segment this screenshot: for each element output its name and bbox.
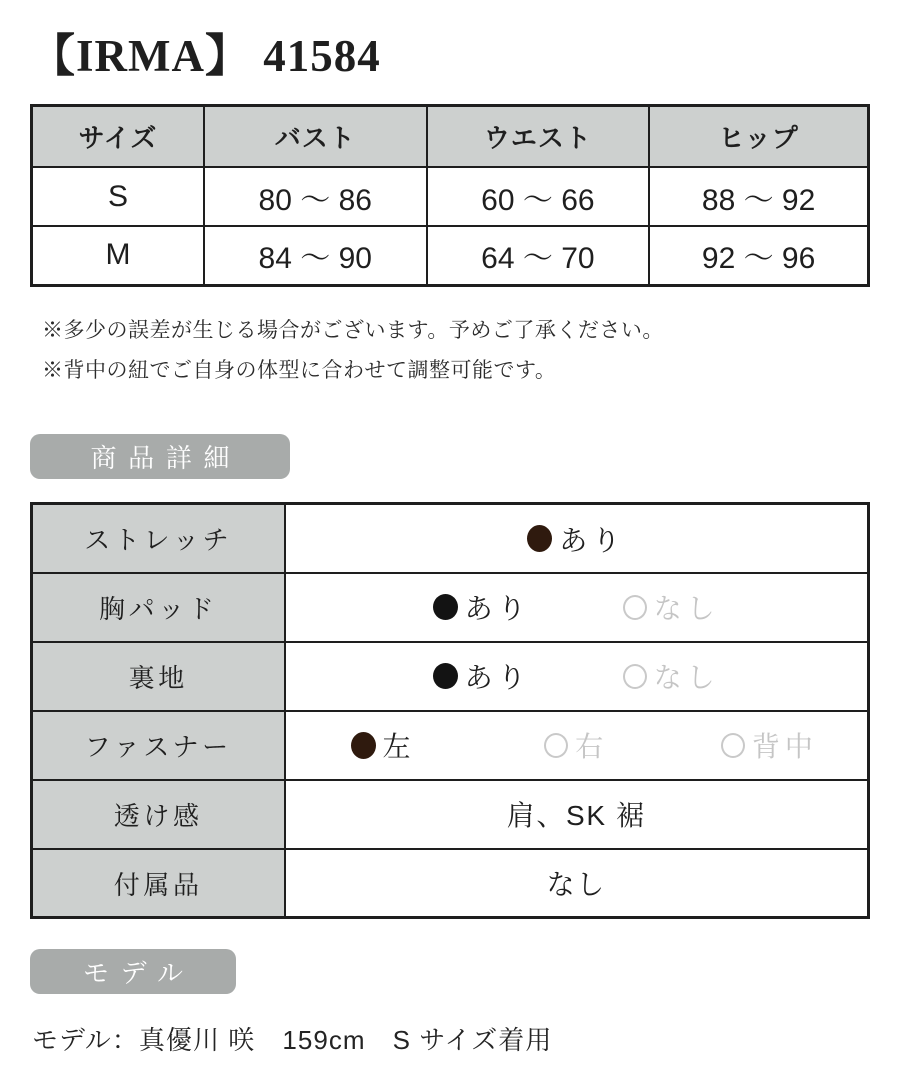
radio-selected-icon: [433, 663, 458, 689]
size-table-header-row: [32, 105, 869, 167]
model-info-line: モデル：真優川 咲 159cm S サイズ着用: [32, 1025, 553, 1056]
detail-value-text: 肩、SK 裾: [506, 800, 646, 832]
option-unselected: [623, 656, 720, 696]
bust-cell: 80 〜 86: [204, 167, 427, 226]
size-cell: M: [32, 226, 204, 285]
option-label: あり: [559, 524, 626, 556]
section-badge-model: モデル: [30, 949, 236, 994]
size-table-header-bust: バスト: [204, 105, 427, 167]
option-unselected: [544, 725, 608, 765]
size-cell: S: [32, 167, 204, 226]
detail-label: ファスナー: [32, 711, 285, 780]
detail-row-fastener: [32, 711, 869, 780]
detail-label: 付属品: [32, 849, 285, 918]
radio-unselected-icon: [721, 733, 745, 758]
disclaimer-notes: [42, 311, 870, 393]
hip-cell: 88 〜 92: [649, 167, 868, 226]
option-selected: [433, 656, 531, 696]
option-selected: [527, 519, 625, 559]
hip-cell: 92 〜 96: [649, 226, 868, 285]
detail-label: 透け感: [32, 780, 285, 849]
option-label: 右: [575, 731, 609, 763]
size-table-header-waist: ウエスト: [427, 105, 650, 167]
detail-label: 裏地: [32, 642, 285, 711]
option-selected: [433, 587, 531, 627]
detail-row-bust-pad: [32, 573, 869, 642]
detail-row-lining: [32, 642, 869, 711]
option-label: 背中: [751, 731, 818, 763]
detail-row-sheerness: [32, 780, 869, 849]
size-table-header-size: サイズ: [32, 105, 204, 167]
radio-selected-icon: [351, 732, 376, 759]
option-label: なし: [653, 593, 720, 625]
radio-unselected-icon: [544, 733, 568, 758]
detail-value-text: なし: [546, 869, 606, 901]
option-label: あり: [464, 662, 531, 694]
detail-label: 胸パッド: [32, 573, 285, 642]
waist-cell: 64 〜 70: [427, 226, 650, 285]
detail-row-stretch: [32, 504, 869, 573]
detail-row-accessories: [32, 849, 869, 918]
section-badge-product-details: 商品詳細: [30, 434, 290, 479]
option-label: あり: [464, 593, 531, 625]
option-label: 左: [382, 731, 416, 763]
note-tolerance: ※多少の誤差が生じる場合がございます。予めご了承ください。: [42, 318, 664, 342]
size-table-row-s: [32, 167, 869, 226]
waist-cell: 60 〜 66: [427, 167, 650, 226]
size-table: [30, 104, 870, 287]
note-adjustable: ※背中の紐でご自身の体型に合わせて調整可能です。: [42, 359, 557, 383]
option-selected: [351, 725, 416, 765]
radio-selected-icon: [527, 525, 552, 552]
bust-cell: 84 〜 90: [204, 226, 427, 285]
size-table-header-hip: ヒップ: [649, 105, 868, 167]
radio-unselected-icon: [623, 595, 647, 620]
radio-unselected-icon: [623, 664, 647, 689]
detail-label: ストレッチ: [32, 504, 285, 573]
size-table-row-m: [32, 226, 869, 285]
radio-selected-icon: [433, 594, 458, 620]
option-unselected: [721, 725, 818, 765]
option-unselected: [623, 587, 720, 627]
page-title: 【IRMA】 41584: [30, 31, 381, 81]
product-details-table: [30, 502, 870, 919]
option-label: なし: [653, 662, 720, 694]
